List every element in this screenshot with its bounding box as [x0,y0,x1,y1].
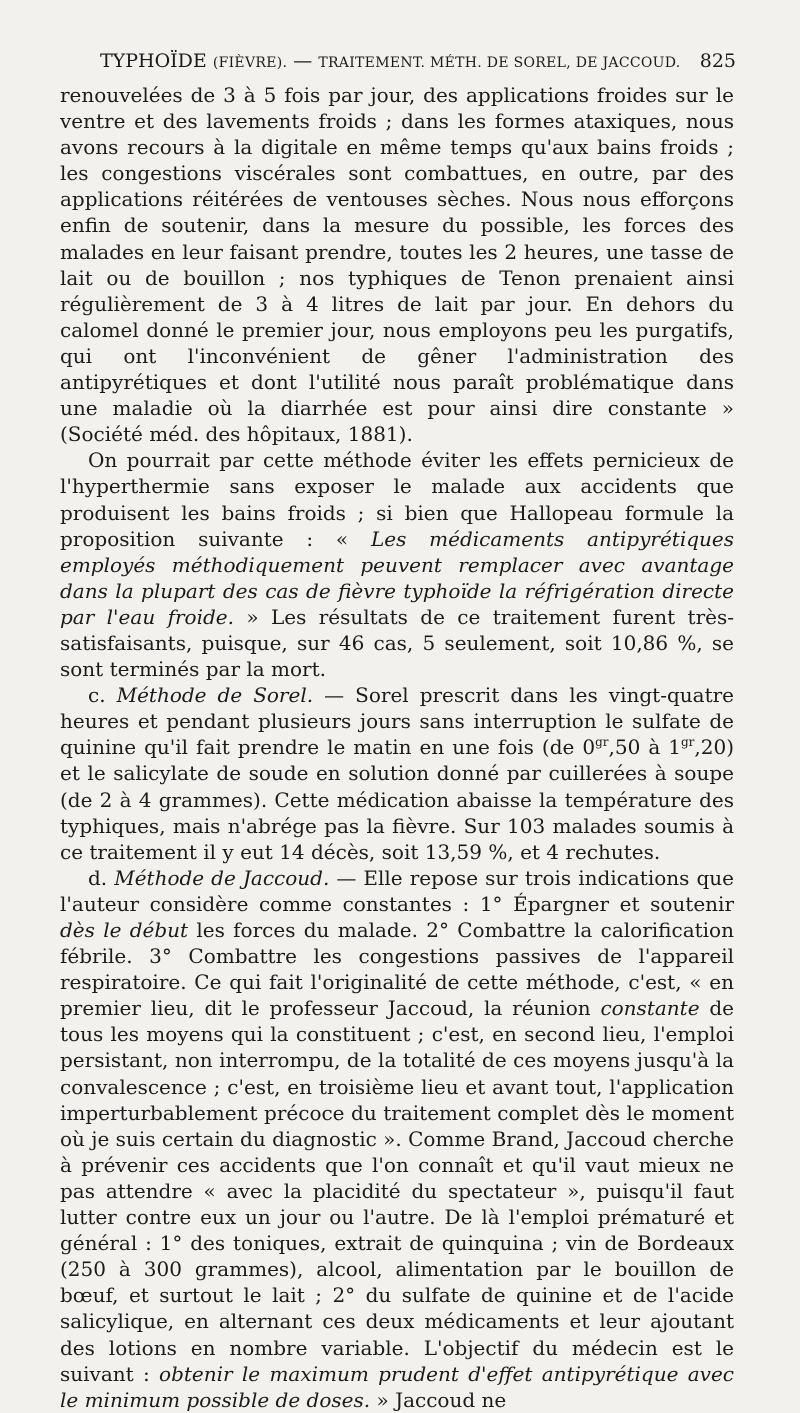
p3-label: c. [88,683,117,708]
p2-text-b: » Les résultats de ce traitement furent très-satisfaisants, puisque, sur 46 cas, 5 seulement, soit 10,86 %, se sont terminés par la mort. [60,604,734,682]
page-number: 825 [699,50,736,72]
p4-text-b: les forces du malade. 2° Combattre la calorification fébrile. 3° Combattre les congestions passives de l'appareil respiratoire. Ce qui fait l'originalité de cette méthode, c'est, « en premier lieu, dit le professeur Jaccoud, la réunion [60,918,734,1021]
p3-text-b: ,50 à 1 [608,735,681,760]
p1-text: renouvelées de 3 à 5 fois par jour, des applications froides sur le ventre et des lavements froids ; dans les formes ataxiques, nous avons recours à la digitale en même temps qu'aux bains froids ; les congestions viscérales sont combattues, en outre, par des applications réitérées de ventouses sèches. Nous nous efforçons enfin de soutenir, dans la mesure du possible, les forces des malades en leur faisant prendre, toutes les 2 heures, une tasse de lait ou de bouillon ; nos typhiques de Tenon prenaient ainsi régulièrement de 3 à 4 litres de lait par jour. En dehors du calomel donné le premier jour, nous employons peu les purgatifs, qui ont l'inconvénient de gêner l'administration des antipyrétiques et dont l'utilité nous paraît problématique dans une maladie où la diarrhée est pour ainsi dire constante » (Société méd. des hôpitaux, 1881). [60,83,734,447]
running-header [60,44,736,78]
header-paren: (FIÈVRE). [212,55,288,71]
p3-sup-1: gr [595,735,609,750]
p4-label: d. [88,865,115,890]
paragraph-sorel [60,682,734,865]
p3-heading: Méthode de Sorel. [116,683,314,708]
p3-text-a: — Sorel prescrit dans les vingt-quatre heures et pendant plusieurs jours sans interruption le sulfate de quinine qu'il fait prendre le matin en une fois (de 0 [60,683,735,760]
p3-text-c: ,20) et le salicylate de soude en solution donné par cuillerées à soupe (de 2 à 4 grammes). Cette médication abaisse la température des typhiques, mais n'abrége pas la fièvre. Sur 103 malades soumis à ce traitement il y eut 14 décès, soit 13,59 %, et 4 rechutes. [60,735,734,864]
paragraph-2 [60,447,734,682]
header-title: TYPHOÏDE [100,50,207,72]
p4-text-d: » Jaccoud ne [370,1387,507,1412]
p3-sup-2: gr [680,735,695,750]
p4-emph-debut: dès le début [60,918,189,942]
running-title [100,44,681,80]
p4-emph-constante: constante [600,996,700,1021]
p4-heading: Méthode de Jaccoud. [114,865,330,890]
paragraph-jaccoud [60,865,734,1413]
p2-quote: Les médicaments antipyrétiques employés méthodiquement peuvent remplacer avec avantage dans la plupart des cas de fièvre typhoïde la réfrigération directe par l'eau froide. [60,526,735,629]
p2-text-a: On pourrait par cette méthode éviter les effets pernicieux de l'hyperthermie sans exposer le malade aux accidents que produisent les bains froids ; si bien que Hallopeau formule la proposition suivante : « [60,448,734,551]
header-subtitle: TRAITEMENT. MÉTH. DE SOREL, DE JACCOUD. [318,55,681,71]
body-text [60,82,734,1413]
p4-text-c: de tous les moyens qui la constituent ; c'est, en second lieu, l'emploi persistant, non interrompu, de la totalité de ces moyens jusqu'à la convalescence ; c'est, en troisième lieu et avant tout, l'application imperturbablement précoce du traitement complet dès le moment où je suis certain du diagnostic ». Comme Brand, Jaccoud cherche à prévenir ces accidents que l'on connaît et qu'il vaut mieux ne pas attendre « avec la placidité du spectateur », puisqu'il faut lutter contre eux un jour ou l'autre. De là l'emploi prématuré et général : 1° des toniques, extrait de quinquina ; vin de Bordeaux (250 à 300 grammes), alcool, alimentation par le bouillon de bœuf, et surtout le lait ; 2° du sulfate de quinine et de l'acide salicylique, en alternant ces deux médicaments et leur ajoutant des lotions en nombre variable. L'objectif du médecin est le suivant : [60,996,734,1386]
paragraph-1 [60,82,734,447]
header-dash: — [287,50,319,72]
p4-text-a: — Elle repose sur trois indications que l'auteur considère comme constantes : 1° Épargner et soutenir [60,865,734,916]
p4-emph-objectif: obtenir le maximum prudent d'effet antipyrétique avec le minimum possible de doses. [60,1361,734,1412]
